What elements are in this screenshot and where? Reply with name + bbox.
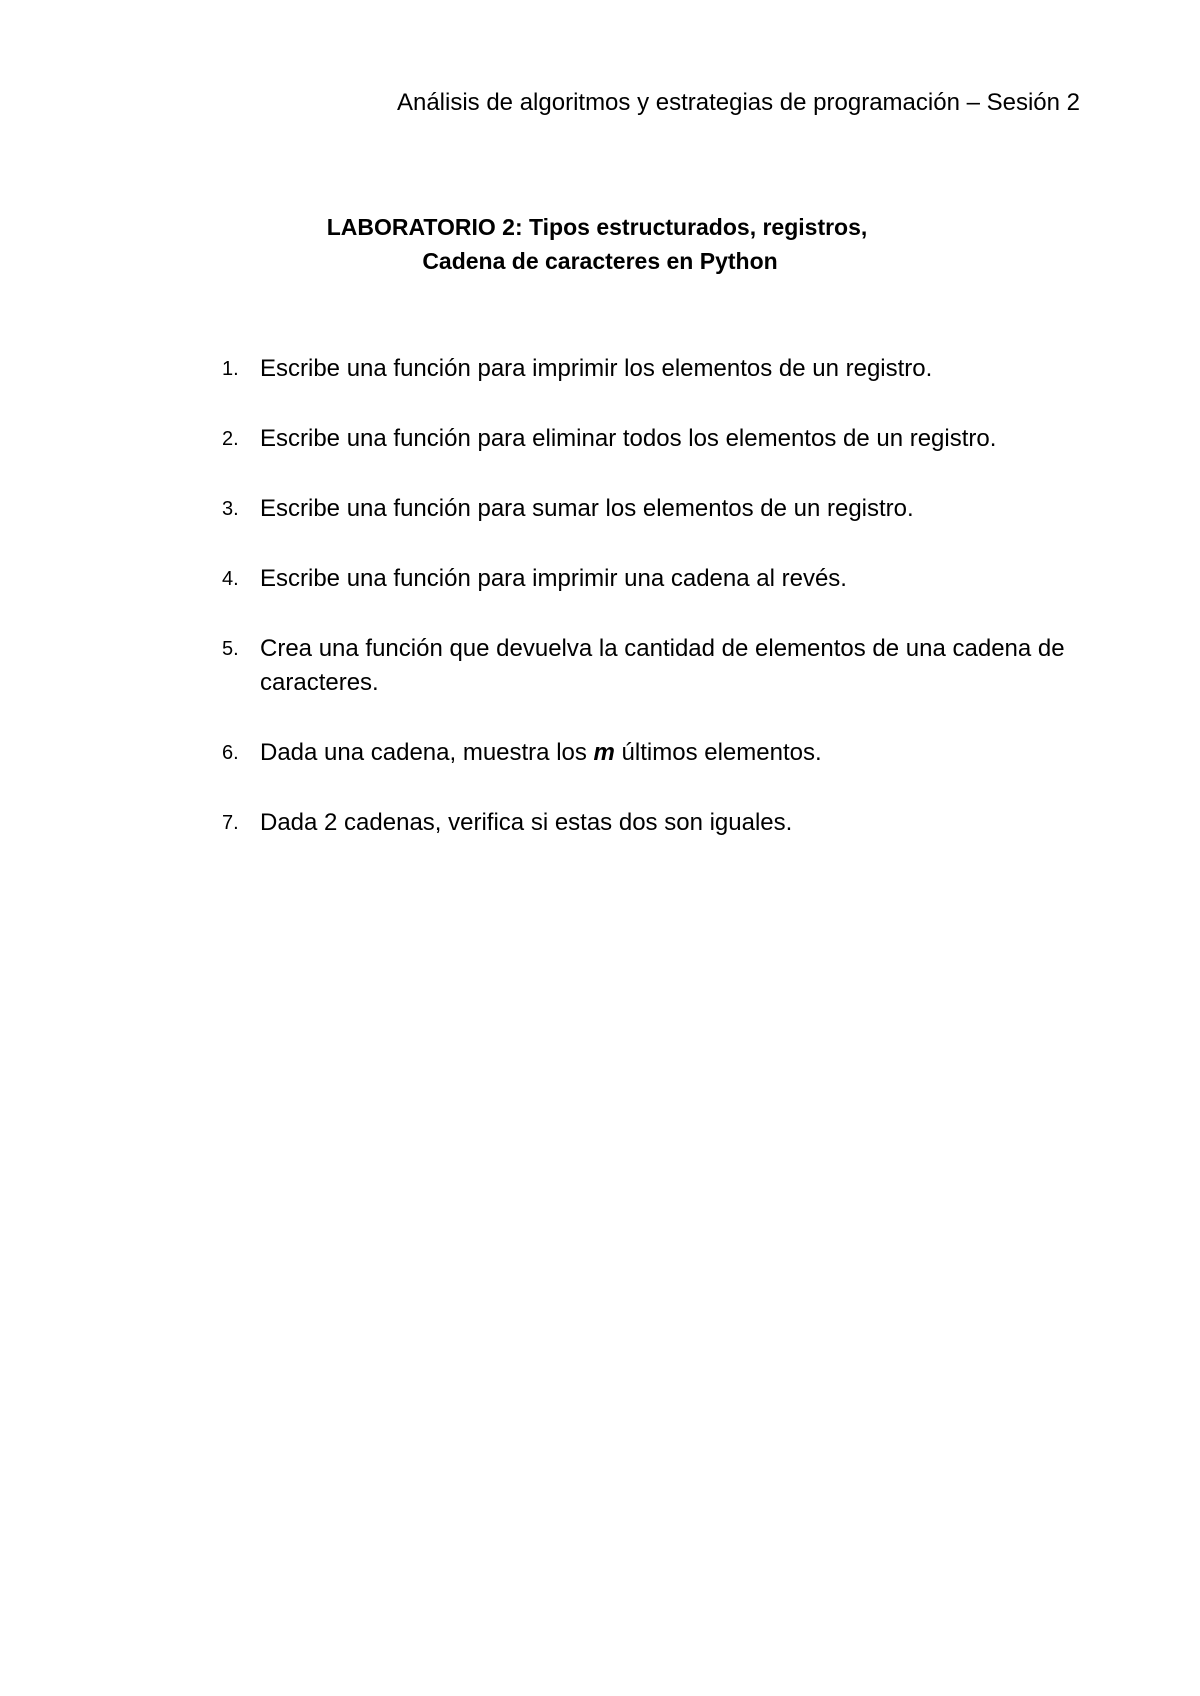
exercise-item bbox=[222, 352, 1102, 386]
exercise-number: 4. bbox=[222, 568, 239, 590]
lab-title-line-2: Cadena de caracteres en Python bbox=[422, 248, 778, 274]
exercise-text-after: últimos elementos. bbox=[614, 739, 822, 766]
emphasized-variable: m bbox=[593, 739, 615, 766]
exercise-text bbox=[260, 736, 1102, 770]
exercise-text-before: Dada una cadena, muestra los bbox=[260, 739, 594, 766]
exercise-number: 6. bbox=[222, 742, 239, 764]
exercise-item bbox=[222, 736, 1102, 770]
exercise-item bbox=[222, 492, 1102, 526]
exercise-text: Crea una función que devuelva la cantidad de elementos de una cadena de caracteres. bbox=[260, 635, 1065, 696]
exercise-number: 2. bbox=[222, 428, 239, 450]
exercise-text: Escribe una función para sumar los elementos de un registro. bbox=[260, 495, 914, 522]
exercise-number: 7. bbox=[222, 812, 239, 834]
exercise-text: Escribe una función para imprimir una cadena al revés. bbox=[260, 565, 847, 592]
exercise-list bbox=[222, 352, 1102, 876]
exercise-text: Escribe una función para eliminar todos los elementos de un registro. bbox=[260, 425, 997, 452]
exercise-item bbox=[222, 806, 1102, 840]
page-header: Análisis de algoritmos y estrategias de programación – Sesión 2 bbox=[396, 89, 1080, 116]
exercise-item bbox=[222, 562, 1102, 596]
lab-title-line-1: LABORATORIO 2: Tipos estructurados, registros, bbox=[326, 214, 868, 240]
exercise-number: 5. bbox=[222, 638, 239, 660]
exercise-item bbox=[222, 632, 1102, 700]
exercise-number: 1. bbox=[222, 358, 239, 380]
exercise-text: Escribe una función para imprimir los elementos de un registro. bbox=[260, 355, 933, 382]
exercise-item bbox=[222, 422, 1102, 456]
lab-title bbox=[0, 210, 1200, 278]
exercise-text: Dada 2 cadenas, verifica si estas dos son iguales. bbox=[260, 809, 793, 836]
exercise-number: 3. bbox=[222, 498, 239, 520]
